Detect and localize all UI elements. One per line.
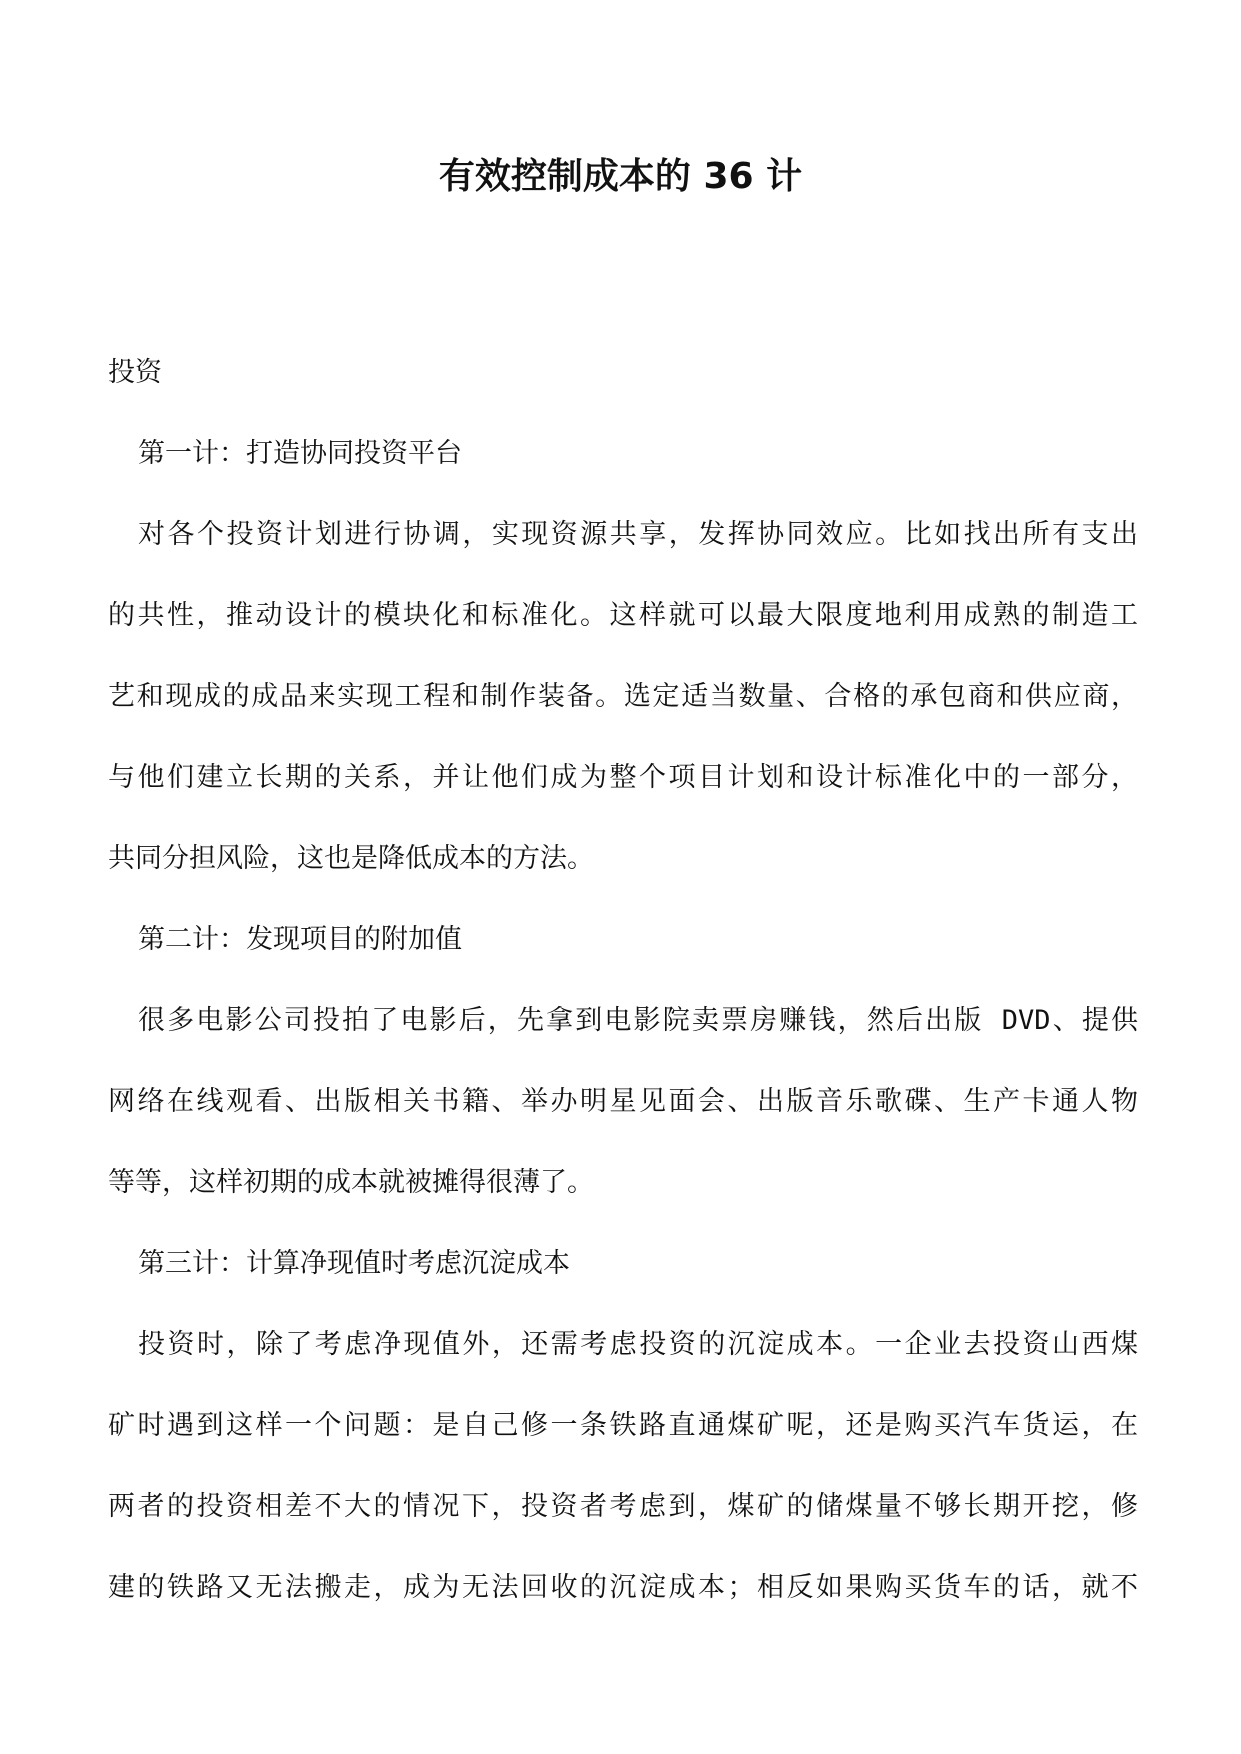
tactic-paragraph <box>108 1304 1138 1628</box>
tactic-paragraph <box>108 494 1138 899</box>
paragraph-line: 矿时遇到这样一个问题：是自己修一条铁路直通煤矿呢，还是购买汽车货运，在 <box>108 1410 1138 1441</box>
paragraph-line: 的共性，推动设计的模块化和标准化。这样就可以最大限度地利用成熟的制造工 <box>108 600 1138 631</box>
paragraph-line: 建的铁路又无法搬走，成为无法回收的沉淀成本；相反如果购买货车的话，就不 <box>108 1572 1138 1603</box>
tactic-paragraph <box>108 980 1138 1223</box>
paragraph-line: 很多电影公司投拍了电影后，先拿到电影院卖票房赚钱，然后出版 DVD、提供 <box>138 1005 1138 1036</box>
paragraph-line: 艺和现成的成品来实现工程和制作装备。选定适当数量、合格的承包商和供应商， <box>108 681 1138 712</box>
paragraph-line: 等等，这样初期的成本就被摊得很薄了。 <box>108 1167 594 1198</box>
paragraph-line: 对各个投资计划进行协调，实现资源共享，发挥协同效应。比如找出所有支出 <box>138 519 1138 550</box>
paragraph-line: 两者的投资相差不大的情况下，投资者考虑到，煤矿的储煤量不够长期开挖，修 <box>108 1491 1138 1522</box>
paragraph-line: 投资时，除了考虑净现值外，还需考虑投资的沉淀成本。一企业去投资山西煤 <box>138 1329 1138 1360</box>
section-heading: 投资 <box>108 357 162 388</box>
paragraph-line: 共同分担风险，这也是降低成本的方法。 <box>108 843 594 874</box>
paragraph-line: 与他们建立长期的关系，并让他们成为整个项目计划和设计标准化中的一部分， <box>108 762 1138 793</box>
paragraph-line: 网络在线观看、出版相关书籍、举办明星见面会、出版音乐歌碟、生产卡通人物 <box>108 1086 1138 1117</box>
document-body <box>108 332 1138 1628</box>
tactic-heading: 第三计：计算净现值时考虑沉淀成本 <box>138 1248 570 1279</box>
document-title: 有效控制成本的 36 计 <box>438 156 803 197</box>
tactic-heading: 第一计：打造协同投资平台 <box>138 438 462 469</box>
tactic-heading: 第二计：发现项目的附加值 <box>138 924 462 955</box>
